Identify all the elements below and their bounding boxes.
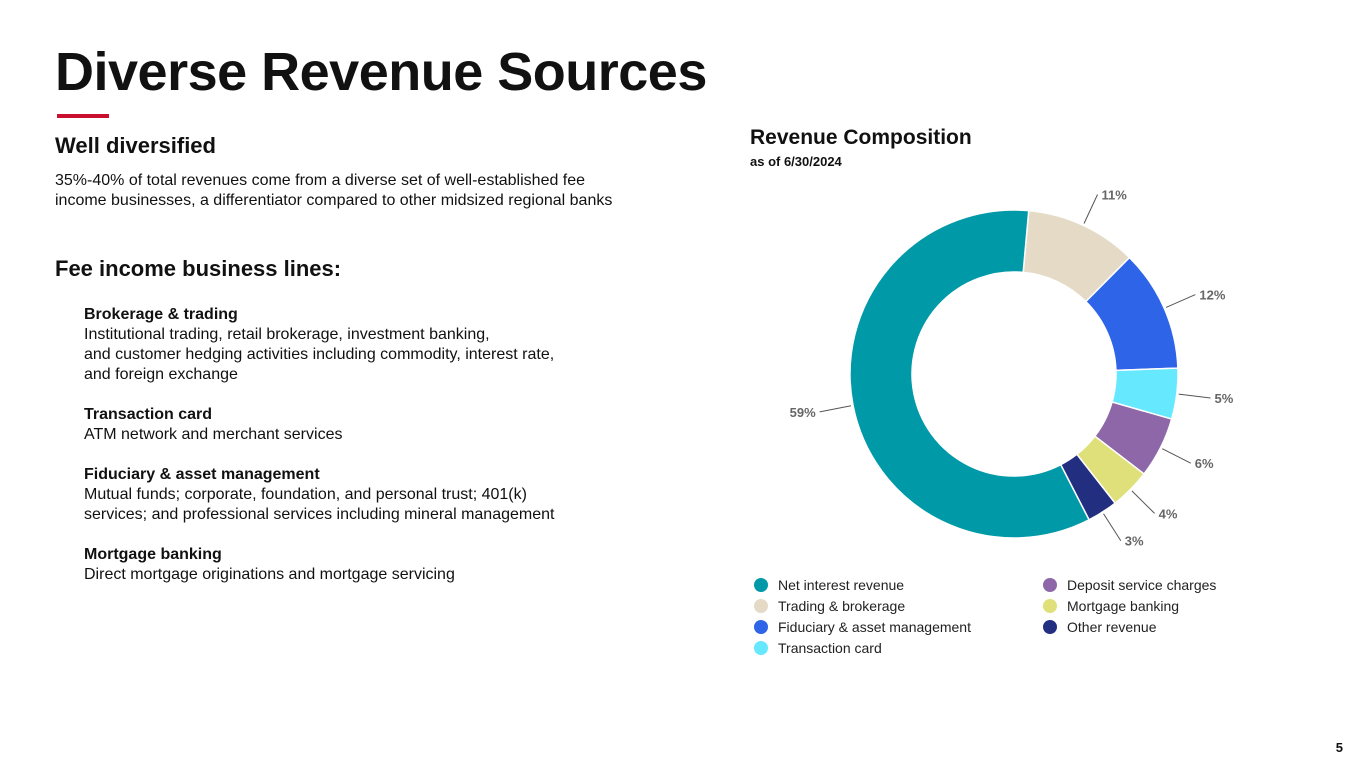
legend-label: Transaction card xyxy=(778,640,882,656)
legend-swatch xyxy=(754,620,768,634)
slide-title: Diverse Revenue Sources xyxy=(55,42,707,102)
legend-item xyxy=(754,577,904,593)
business-line-name: Transaction card xyxy=(84,406,213,423)
legend-swatch xyxy=(1043,578,1057,592)
chart-subtitle: as of 6/30/2024 xyxy=(750,154,842,169)
business-line-description: and foreign exchange xyxy=(84,366,238,383)
legend-item xyxy=(754,640,882,656)
legend-label: Net interest revenue xyxy=(778,577,905,593)
intro-paragraph: 35%-40% of total revenues come from a diverse set of well-established fee income businesses, a differentiator compared to other midsized regional banks xyxy=(55,172,613,209)
slice-value-label: 59% xyxy=(789,404,816,420)
legend-item xyxy=(1043,598,1179,614)
legend-swatch xyxy=(754,578,768,592)
business-line-description: and customer hedging activities including commodity, interest rate, xyxy=(84,346,555,363)
legend-swatch xyxy=(754,599,768,613)
slice-value-label: 12% xyxy=(1199,287,1226,303)
legend-label: Deposit service charges xyxy=(1067,577,1217,593)
heading-fee-income: Fee income business lines: xyxy=(55,256,342,281)
legend-label: Fiduciary & asset management xyxy=(778,619,971,635)
slice-leader-line xyxy=(1104,514,1121,541)
slice-value-label: 5% xyxy=(1214,390,1234,406)
slice-leader-line xyxy=(1084,194,1098,223)
slice-value-label: 3% xyxy=(1124,533,1144,549)
legend-label: Mortgage banking xyxy=(1067,598,1180,614)
legend-swatch xyxy=(1043,620,1057,634)
legend-item xyxy=(1043,619,1157,635)
legend-label: Other revenue xyxy=(1067,619,1157,635)
slice-leader-line xyxy=(1132,491,1155,514)
heading-well-diversified: Well diversified xyxy=(55,133,216,158)
slice-value-label: 6% xyxy=(1194,456,1214,472)
slice-value-label: 11% xyxy=(1101,187,1127,203)
business-line-name: Mortgage banking xyxy=(84,546,222,563)
business-line-description: Institutional trading, retail brokerage, investment banking, xyxy=(84,326,490,343)
business-line-description: Mutual funds; corporate, foundation, and personal trust; 401(k) xyxy=(84,486,527,503)
business-line-description: ATM network and merchant services xyxy=(84,426,343,443)
business-line-description: services; and professional services including mineral management xyxy=(84,506,555,523)
chart-title: Revenue Composition xyxy=(750,126,972,149)
legend-swatch xyxy=(1043,599,1057,613)
legend-label: Trading & brokerage xyxy=(778,598,906,614)
legend-item xyxy=(1043,577,1216,593)
slice-value-label: 4% xyxy=(1158,506,1178,522)
slice-leader-line xyxy=(820,406,851,412)
legend-item xyxy=(754,598,905,614)
legend-swatch xyxy=(754,641,768,655)
slice-leader-line xyxy=(1179,394,1211,398)
business-line-name: Fiduciary & asset management xyxy=(84,466,320,483)
legend-item xyxy=(754,619,971,635)
business-line-description: Direct mortgage originations and mortgage servicing xyxy=(84,566,455,583)
page-number: 5 xyxy=(1335,740,1343,755)
business-line-name: Brokerage & trading xyxy=(84,306,238,323)
slice-leader-line xyxy=(1162,449,1191,463)
slice-leader-line xyxy=(1166,295,1195,308)
